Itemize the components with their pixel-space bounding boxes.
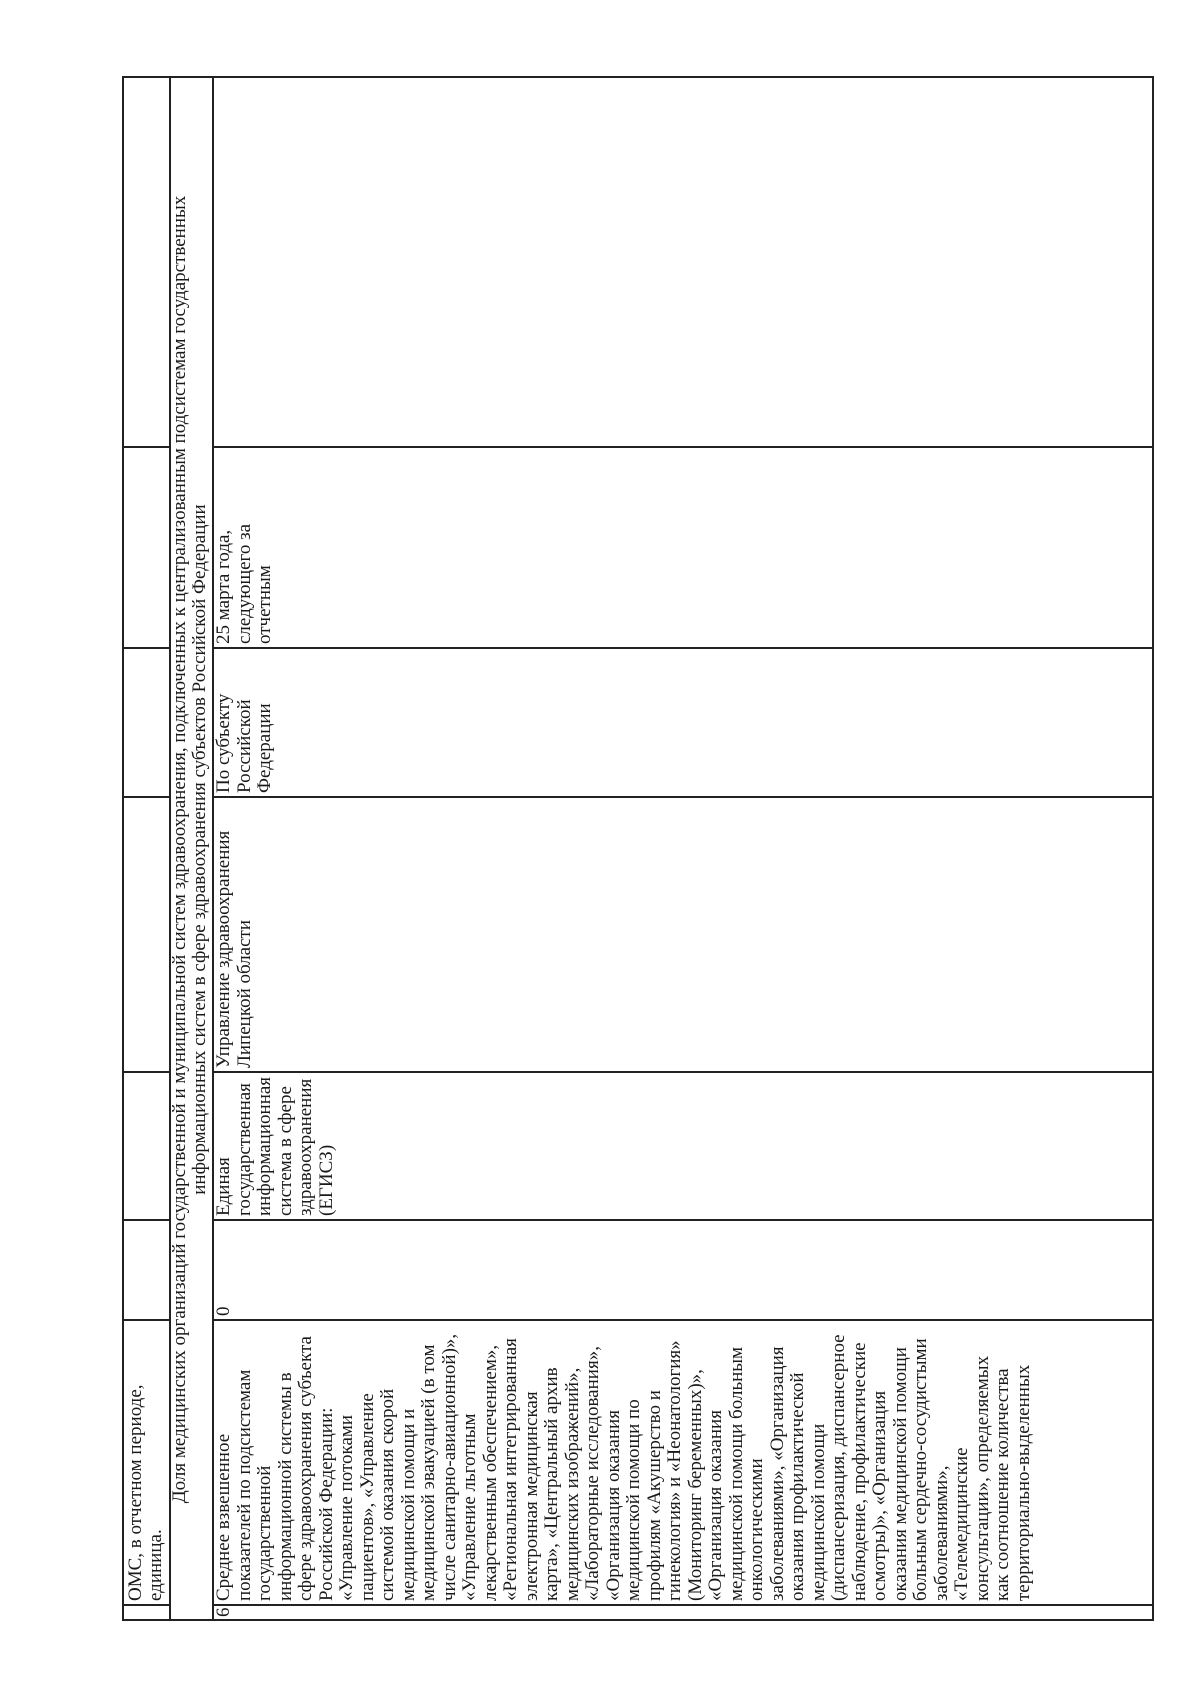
indicator-line: (диспансеризация, диспансерное [828, 1334, 849, 1601]
indicator-line: (Мониторинг беременных)», [684, 1369, 706, 1601]
indicator-line: «Лабораторные исследования», [582, 1346, 603, 1601]
indicator-line: наблюдение, профилактические [848, 1342, 870, 1601]
col-border-6b [212, 647, 1154, 649]
col-border-5b [212, 796, 1154, 798]
indicator-line: заболеваниями», «Организация [766, 1346, 788, 1601]
indicator-line: «Телемедицинские [951, 1447, 972, 1601]
col-border-7 [122, 446, 169, 448]
source-line: система в сфере [274, 1086, 296, 1216]
col-border-5 [122, 796, 169, 798]
deadline-line: следующего за [233, 523, 255, 644]
prev-indicator-line-2: единица. [145, 1529, 166, 1601]
col-border-2b [212, 1319, 1154, 1321]
table-right-border [122, 76, 1154, 78]
indicator-line: медицинской эвакуацией (в том [418, 1344, 439, 1601]
indicator-line: как соотношение количества [992, 1368, 1013, 1601]
responsible-line: Управление здравоохранения [213, 830, 234, 1068]
indicator-line: «Управление льготным [459, 1413, 480, 1601]
col-border-4 [122, 1071, 169, 1073]
col-border-4b [212, 1071, 1154, 1073]
col-border-2 [122, 1319, 169, 1321]
indicator-line: Среднее взвешенное [213, 1433, 234, 1601]
level-line: Российской [233, 699, 255, 793]
row-number: 6 [213, 1607, 234, 1617]
indicator-line: карта», «Центральный архив [541, 1367, 562, 1601]
indicator-line: лекарственным обеспечением», [479, 1344, 501, 1601]
indicator-line: медицинских изображений», [561, 1367, 583, 1601]
table-bottom-border [1152, 78, 1154, 1621]
indicator-line: показателей по подсистемам [233, 1369, 255, 1601]
source-line: (ЕГИСЗ) [315, 1144, 337, 1216]
col-border-7b [212, 446, 1154, 448]
table-left-border [122, 1619, 1154, 1621]
indicator-line: «Управление потоками [336, 1414, 357, 1601]
indicator-line: электронная медицинская [520, 1391, 542, 1601]
source-line: здравоохранения [295, 1078, 316, 1216]
level-line: Федерации [254, 703, 275, 793]
col-border-1 [122, 1604, 169, 1606]
indicator-line: системой оказания скорой [377, 1388, 398, 1601]
table-top-border [122, 78, 124, 1621]
indicator-line: медицинской помощи больным [725, 1346, 747, 1601]
indicator-line: «Организация оказания [602, 1410, 624, 1601]
indicator-line: онкологическими [746, 1458, 767, 1601]
col-border-3 [122, 1219, 169, 1221]
indicator-line: информационной системы в [274, 1372, 296, 1601]
indicator-line: осмотры)», «Организация [869, 1390, 890, 1601]
unit-value: 0 [213, 1306, 234, 1316]
indicator-line: медицинской помощи [807, 1423, 829, 1601]
col-border-6 [122, 647, 169, 649]
indicator-line: оказания медицинской помощи [889, 1347, 911, 1601]
deadline-line: отчетным [254, 565, 275, 644]
indicator-line: территориально-выделенных [1012, 1364, 1034, 1601]
rotated-table-page [122, 76, 1154, 1621]
indicator-line: числе санитарно-авиационной)», [438, 1333, 460, 1601]
indicator-line: заболеваниями», [930, 1465, 952, 1601]
col-border-3b [212, 1219, 1154, 1221]
indicator-line: государственной [254, 1465, 275, 1601]
indicator-line: консультации», определяемых [971, 1355, 993, 1601]
indicator-line: больным сердечно-сосудистыми [910, 1338, 931, 1601]
deadline-line: 25 марта года, [213, 529, 234, 644]
indicator-line: «Региональная интегрированная [500, 1338, 521, 1601]
source-line: государственная [233, 1083, 255, 1216]
section-header-line-2: информационных систем в сфере здравоохранения субъектов Российской Федерации [189, 504, 210, 1195]
indicator-line: профилям «Акушерство и [643, 1390, 665, 1601]
level-line: По субъекту [213, 693, 234, 793]
indicator-line: медицинской помощи и [397, 1408, 419, 1601]
responsible-line: Липецкой области [233, 919, 255, 1068]
indicator-line: пациентов», «Управление [356, 1393, 378, 1601]
indicator-line: оказания профилактической [787, 1372, 808, 1601]
indicator-line: сфере здравоохранения субъекта [295, 1336, 316, 1601]
col-border-1b [212, 1604, 1154, 1606]
indicator-line: гинекология» и «Неонатология» [664, 1340, 685, 1601]
section-header-line-1: Доля медицинских организаций государственной и муниципальной систем здравоохранения, подключенных к централизованным подсистемам государственных [169, 195, 190, 1504]
indicator-line: Российской Федерации: [315, 1407, 337, 1601]
prev-indicator-line-1: ОМС, в отчетном периоде, [125, 1384, 146, 1601]
source-line: Единая [213, 1157, 234, 1216]
indicator-line: медицинской помощи по [623, 1399, 644, 1601]
source-line: информационная [254, 1076, 275, 1216]
indicator-line: «Организация оказания [705, 1410, 726, 1601]
